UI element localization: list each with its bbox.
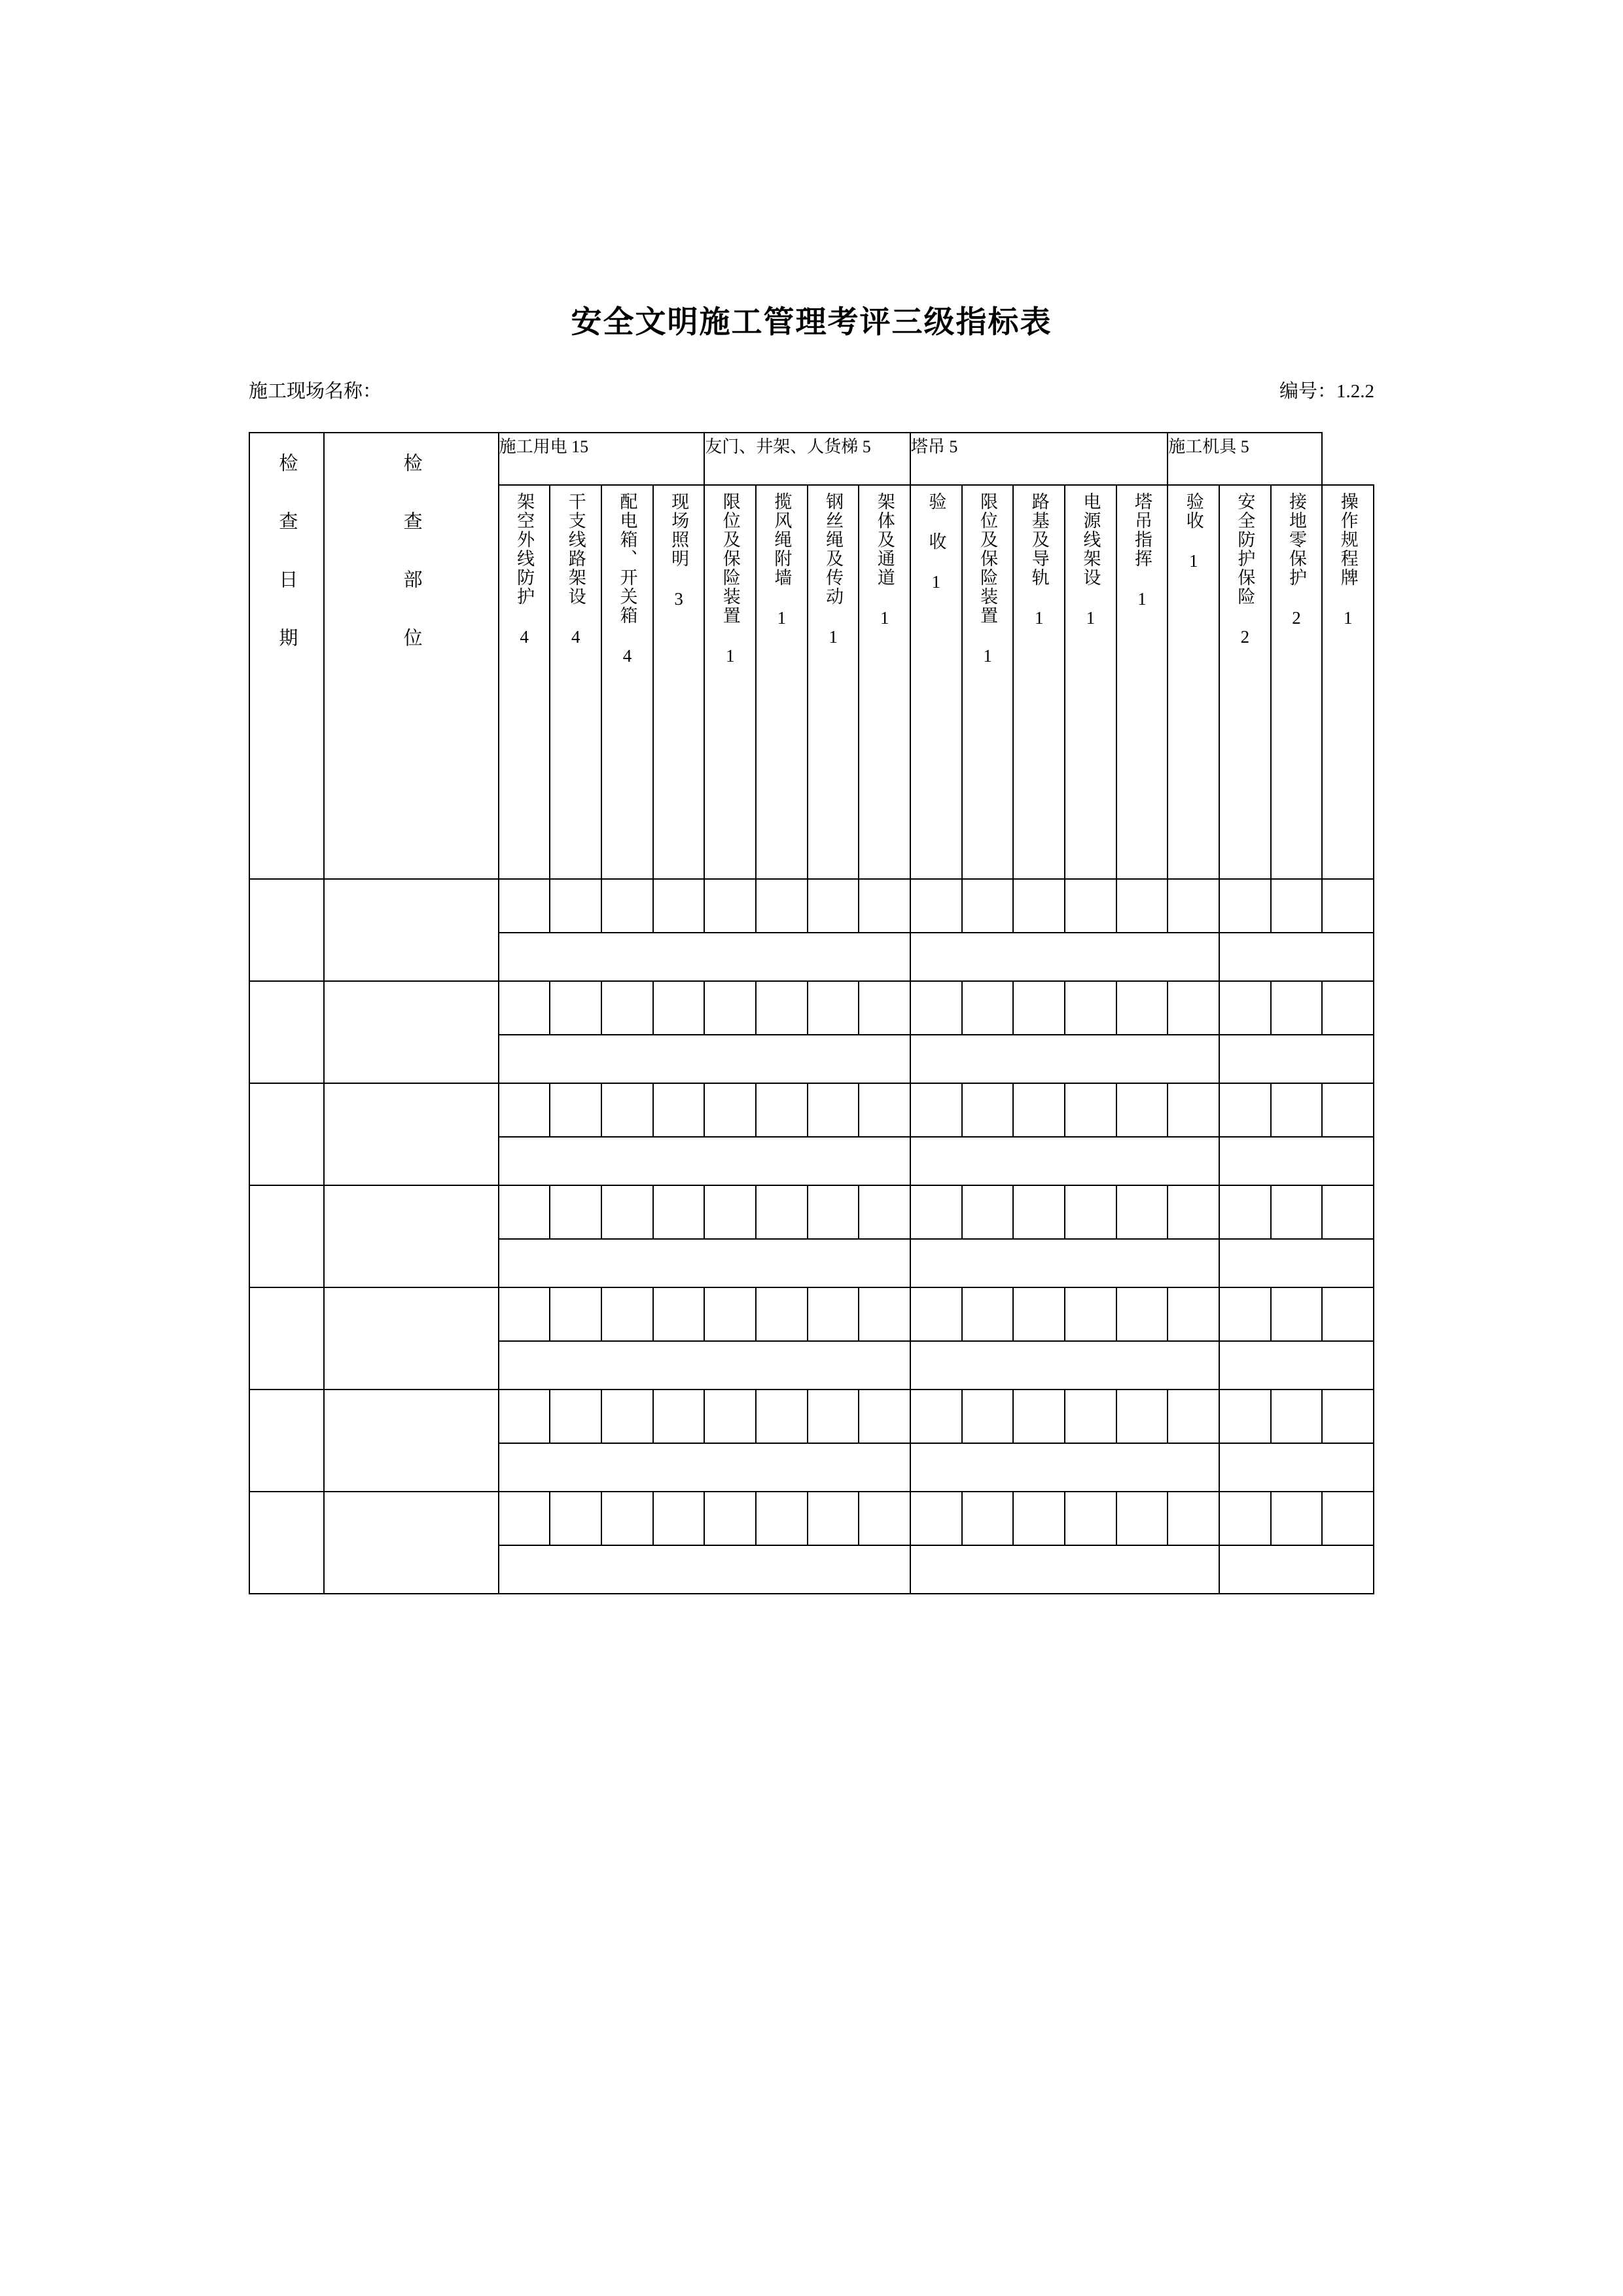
cell-overhead-line-protection-score[interactable] bbox=[499, 1083, 550, 1137]
cell-overhead-line-protection-score[interactable] bbox=[499, 879, 550, 933]
col-frame-and-passage-label: 架体及通道 1 bbox=[874, 492, 895, 629]
cell-limit-and-safety-device-hoist-score[interactable] bbox=[704, 879, 756, 933]
col-power-line-setup bbox=[1065, 485, 1116, 879]
cell-limit-and-safety-device-crane-score[interactable] bbox=[962, 1492, 1014, 1545]
cell-notes-middle[interactable] bbox=[910, 1239, 1219, 1287]
cell-crane-signalman-score[interactable] bbox=[1116, 1083, 1168, 1137]
cell-branch-line-setup-score[interactable] bbox=[550, 1390, 601, 1443]
cell-branch-line-setup-score[interactable] bbox=[550, 879, 601, 933]
cell-power-line-setup-score[interactable] bbox=[1065, 1083, 1116, 1137]
cell-acceptance-hoist-score[interactable] bbox=[910, 1492, 962, 1545]
table-row bbox=[249, 1185, 1374, 1239]
cell-safety-protection-insurance-score[interactable] bbox=[1219, 1083, 1271, 1137]
cell-limit-and-safety-device-hoist-score[interactable] bbox=[704, 1492, 756, 1545]
cell-crane-signalman-score[interactable] bbox=[1116, 981, 1168, 1035]
cell-power-line-setup-score[interactable] bbox=[1065, 1390, 1116, 1443]
cell-grounding-neutral-protection-score[interactable] bbox=[1271, 879, 1323, 933]
cell-acceptance-crane-score[interactable] bbox=[1168, 1287, 1219, 1341]
cell-branch-line-setup-score[interactable] bbox=[550, 981, 601, 1035]
cell-notes-right[interactable] bbox=[1219, 933, 1374, 981]
cell-overhead-line-protection-score[interactable] bbox=[499, 1185, 550, 1239]
cell-distribution-box-switch-box-score[interactable] bbox=[601, 1492, 653, 1545]
cell-distribution-box-switch-box-score[interactable] bbox=[601, 981, 653, 1035]
col-overhead-line-protection-label: 架空外线防护 4 bbox=[514, 492, 535, 648]
cell-foundation-and-rail-score[interactable] bbox=[1013, 1492, 1065, 1545]
col-limit-and-safety-device-crane-label: 限位及保险装置 1 bbox=[978, 492, 998, 667]
col-distribution-box-switch-box-label: 配电箱、开关箱 4 bbox=[617, 492, 637, 667]
cell-notes-middle[interactable] bbox=[910, 1545, 1219, 1594]
cell-acceptance-crane-score[interactable] bbox=[1168, 1492, 1219, 1545]
cell-limit-and-safety-device-hoist-score[interactable] bbox=[704, 1287, 756, 1341]
cell-power-line-setup-score[interactable] bbox=[1065, 1287, 1116, 1341]
cell-foundation-and-rail-score[interactable] bbox=[1013, 1185, 1065, 1239]
cell-check-date[interactable] bbox=[249, 981, 324, 1083]
col-distribution-box-switch-box bbox=[601, 485, 653, 879]
cell-wire-rope-transmission-score[interactable] bbox=[808, 1287, 859, 1341]
table-body bbox=[249, 879, 1374, 1594]
cell-distribution-box-switch-box-score[interactable] bbox=[601, 1390, 653, 1443]
cell-check-location[interactable] bbox=[324, 1185, 498, 1287]
cell-site-lighting-score[interactable] bbox=[653, 1083, 705, 1137]
cell-site-lighting-score[interactable] bbox=[653, 1492, 705, 1545]
cell-limit-and-safety-device-crane-score[interactable] bbox=[962, 879, 1014, 933]
stub-header-check-date-label: 检 查 日 期 bbox=[276, 453, 298, 656]
cell-check-location[interactable] bbox=[324, 1287, 498, 1390]
cell-grounding-neutral-protection-score[interactable] bbox=[1271, 1492, 1323, 1545]
cell-notes-middle[interactable] bbox=[910, 933, 1219, 981]
cell-overhead-line-protection-score[interactable] bbox=[499, 1287, 550, 1341]
cell-operation-procedure-board-score[interactable] bbox=[1322, 981, 1374, 1035]
site-name-label: 施工现场名称： bbox=[249, 381, 382, 402]
cell-frame-and-passage-score[interactable] bbox=[859, 981, 910, 1035]
group-header-row bbox=[249, 433, 1374, 485]
cell-limit-and-safety-device-crane-score[interactable] bbox=[962, 1287, 1014, 1341]
cell-notes-left[interactable] bbox=[499, 1341, 910, 1390]
cell-acceptance-crane-score[interactable] bbox=[1168, 981, 1219, 1035]
col-overhead-line-protection bbox=[499, 485, 550, 879]
col-wire-rope-transmission-label: 钢丝绳及传动 1 bbox=[823, 492, 844, 648]
cell-limit-and-safety-device-crane-score[interactable] bbox=[962, 981, 1014, 1035]
col-foundation-and-rail-label: 路基及导轨 1 bbox=[1029, 492, 1049, 629]
cell-foundation-and-rail-score[interactable] bbox=[1013, 1390, 1065, 1443]
cell-wire-rope-transmission-score[interactable] bbox=[808, 981, 859, 1035]
cell-guy-rope-wall-attachment-score[interactable] bbox=[756, 981, 808, 1035]
cell-notes-right[interactable] bbox=[1219, 1137, 1374, 1185]
table-row bbox=[249, 879, 1374, 933]
col-branch-line-setup-label: 干支线路架设 4 bbox=[565, 492, 586, 648]
table-row bbox=[249, 981, 1374, 1035]
cell-guy-rope-wall-attachment-score[interactable] bbox=[756, 1083, 808, 1137]
cell-check-location[interactable] bbox=[324, 1492, 498, 1594]
cell-check-date[interactable] bbox=[249, 879, 324, 981]
cell-notes-left[interactable] bbox=[499, 1239, 910, 1287]
cell-check-location[interactable] bbox=[324, 1390, 498, 1492]
cell-notes-right[interactable] bbox=[1219, 1443, 1374, 1492]
col-site-lighting-label: 现场照明 3 bbox=[669, 492, 689, 610]
cell-limit-and-safety-device-crane-score[interactable] bbox=[962, 1185, 1014, 1239]
col-guy-rope-wall-attachment bbox=[756, 485, 808, 879]
cell-grounding-neutral-protection-score[interactable] bbox=[1271, 1287, 1323, 1341]
cell-limit-and-safety-device-hoist-score[interactable] bbox=[704, 981, 756, 1035]
cell-notes-right[interactable] bbox=[1219, 1239, 1374, 1287]
cell-operation-procedure-board-score[interactable] bbox=[1322, 1083, 1374, 1137]
cell-distribution-box-switch-box-score[interactable] bbox=[601, 879, 653, 933]
cell-branch-line-setup-score[interactable] bbox=[550, 1287, 601, 1341]
col-safety-protection-insurance bbox=[1219, 485, 1271, 879]
col-grounding-neutral-protection-label: 接地零保护 2 bbox=[1287, 492, 1307, 629]
cell-check-date[interactable] bbox=[249, 1390, 324, 1492]
cell-power-line-setup-score[interactable] bbox=[1065, 1185, 1116, 1239]
cell-guy-rope-wall-attachment-score[interactable] bbox=[756, 1492, 808, 1545]
col-operation-procedure-board bbox=[1322, 485, 1374, 879]
cell-frame-and-passage-score[interactable] bbox=[859, 879, 910, 933]
col-limit-and-safety-device-hoist-label: 限位及保险装置 1 bbox=[720, 492, 740, 667]
cell-site-lighting-score[interactable] bbox=[653, 1390, 705, 1443]
page-title: 安全文明施工管理考评三级指标表 bbox=[571, 306, 1052, 340]
cell-distribution-box-switch-box-score[interactable] bbox=[601, 1287, 653, 1341]
cell-notes-middle[interactable] bbox=[910, 1137, 1219, 1185]
stub-header-check-date bbox=[249, 433, 324, 879]
cell-operation-procedure-board-score[interactable] bbox=[1322, 1185, 1374, 1239]
cell-grounding-neutral-protection-score[interactable] bbox=[1271, 1390, 1323, 1443]
col-site-lighting bbox=[653, 485, 705, 879]
cell-crane-signalman-score[interactable] bbox=[1116, 1492, 1168, 1545]
cell-notes-middle[interactable] bbox=[910, 1035, 1219, 1083]
cell-acceptance-crane-score[interactable] bbox=[1168, 879, 1219, 933]
cell-grounding-neutral-protection-score[interactable] bbox=[1271, 1185, 1323, 1239]
cell-crane-signalman-score[interactable] bbox=[1116, 1185, 1168, 1239]
stub-header-check-location bbox=[324, 433, 498, 879]
col-safety-protection-insurance-label: 安全防护保险 2 bbox=[1235, 492, 1255, 648]
col-limit-and-safety-device-crane bbox=[962, 485, 1014, 879]
cell-operation-procedure-board-score[interactable] bbox=[1322, 1390, 1374, 1443]
cell-acceptance-hoist-score[interactable] bbox=[910, 1390, 962, 1443]
col-crane-signalman bbox=[1116, 485, 1168, 879]
cell-wire-rope-transmission-score[interactable] bbox=[808, 879, 859, 933]
cell-foundation-and-rail-score[interactable] bbox=[1013, 1083, 1065, 1137]
col-power-line-setup-label: 电源线架设 1 bbox=[1080, 492, 1101, 629]
cell-acceptance-hoist-score[interactable] bbox=[910, 879, 962, 933]
col-frame-and-passage bbox=[859, 485, 910, 879]
group-tower-crane: 塔吊 5 bbox=[910, 433, 1168, 485]
cell-guy-rope-wall-attachment-score[interactable] bbox=[756, 1287, 808, 1341]
cell-safety-protection-insurance-score[interactable] bbox=[1219, 981, 1271, 1035]
cell-guy-rope-wall-attachment-score[interactable] bbox=[756, 1390, 808, 1443]
cell-site-lighting-score[interactable] bbox=[653, 981, 705, 1035]
col-foundation-and-rail bbox=[1013, 485, 1065, 879]
cell-wire-rope-transmission-score[interactable] bbox=[808, 1492, 859, 1545]
cell-limit-and-safety-device-crane-score[interactable] bbox=[962, 1390, 1014, 1443]
cell-overhead-line-protection-score[interactable] bbox=[499, 1390, 550, 1443]
cell-check-date[interactable] bbox=[249, 1492, 324, 1594]
cell-operation-procedure-board-score[interactable] bbox=[1322, 879, 1374, 933]
col-acceptance-hoist bbox=[910, 485, 962, 879]
col-acceptance-crane bbox=[1168, 485, 1219, 879]
col-guy-rope-wall-attachment-label: 揽风绳附墙 1 bbox=[772, 492, 792, 629]
group-machinery: 施工机具 5 bbox=[1168, 433, 1322, 485]
cell-power-line-setup-score[interactable] bbox=[1065, 879, 1116, 933]
table-row bbox=[249, 1390, 1374, 1443]
cell-check-date[interactable] bbox=[249, 1083, 324, 1185]
cell-notes-left[interactable] bbox=[499, 1137, 910, 1185]
cell-notes-middle[interactable] bbox=[910, 1341, 1219, 1390]
cell-notes-middle[interactable] bbox=[910, 1443, 1219, 1492]
col-crane-signalman-label: 塔吊指挥 1 bbox=[1132, 492, 1152, 610]
cell-foundation-and-rail-score[interactable] bbox=[1013, 879, 1065, 933]
cell-branch-line-setup-score[interactable] bbox=[550, 1185, 601, 1239]
cell-overhead-line-protection-score[interactable] bbox=[499, 1492, 550, 1545]
cell-distribution-box-switch-box-score[interactable] bbox=[601, 1083, 653, 1137]
cell-operation-procedure-board-score[interactable] bbox=[1322, 1492, 1374, 1545]
cell-frame-and-passage-score[interactable] bbox=[859, 1287, 910, 1341]
cell-wire-rope-transmission-score[interactable] bbox=[808, 1083, 859, 1137]
cell-foundation-and-rail-score[interactable] bbox=[1013, 1287, 1065, 1341]
cell-frame-and-passage-score[interactable] bbox=[859, 1083, 910, 1137]
table-row bbox=[249, 1492, 1374, 1545]
cell-frame-and-passage-score[interactable] bbox=[859, 1390, 910, 1443]
cell-grounding-neutral-protection-score[interactable] bbox=[1271, 981, 1323, 1035]
cell-distribution-box-switch-box-score[interactable] bbox=[601, 1185, 653, 1239]
cell-wire-rope-transmission-score[interactable] bbox=[808, 1185, 859, 1239]
cell-notes-left[interactable] bbox=[499, 933, 910, 981]
col-acceptance-crane-label: 验收 1 bbox=[1183, 492, 1204, 572]
cell-acceptance-crane-score[interactable] bbox=[1168, 1185, 1219, 1239]
cell-notes-left[interactable] bbox=[499, 1035, 910, 1083]
cell-acceptance-crane-score[interactable] bbox=[1168, 1390, 1219, 1443]
col-grounding-neutral-protection bbox=[1271, 485, 1323, 879]
cell-grounding-neutral-protection-score[interactable] bbox=[1271, 1083, 1323, 1137]
col-acceptance-hoist-label: 验 收 1 bbox=[926, 492, 946, 593]
cell-check-location[interactable] bbox=[324, 1083, 498, 1185]
cell-notes-right[interactable] bbox=[1219, 1035, 1374, 1083]
document-number: 编号：1.2.2 bbox=[1279, 381, 1374, 402]
cell-site-lighting-score[interactable] bbox=[653, 879, 705, 933]
cell-safety-protection-insurance-score[interactable] bbox=[1219, 1287, 1271, 1341]
cell-check-location[interactable] bbox=[324, 879, 498, 981]
col-branch-line-setup bbox=[550, 485, 601, 879]
cell-limit-and-safety-device-hoist-score[interactable] bbox=[704, 1390, 756, 1443]
col-limit-and-safety-device-hoist bbox=[704, 485, 756, 879]
cell-guy-rope-wall-attachment-score[interactable] bbox=[756, 879, 808, 933]
cell-limit-and-safety-device-hoist-score[interactable] bbox=[704, 1185, 756, 1239]
cell-site-lighting-score[interactable] bbox=[653, 1185, 705, 1239]
cell-safety-protection-insurance-score[interactable] bbox=[1219, 879, 1271, 933]
cell-safety-protection-insurance-score[interactable] bbox=[1219, 1492, 1271, 1545]
cell-limit-and-safety-device-hoist-score[interactable] bbox=[704, 1083, 756, 1137]
table-row bbox=[249, 1083, 1374, 1137]
cell-power-line-setup-score[interactable] bbox=[1065, 1492, 1116, 1545]
cell-limit-and-safety-device-crane-score[interactable] bbox=[962, 1083, 1014, 1137]
col-operation-procedure-board-label: 操作规程牌 1 bbox=[1338, 492, 1358, 629]
cell-branch-line-setup-score[interactable] bbox=[550, 1492, 601, 1545]
cell-safety-protection-insurance-score[interactable] bbox=[1219, 1390, 1271, 1443]
stub-header-check-location-label: 检 查 部 位 bbox=[401, 453, 422, 656]
cell-crane-signalman-score[interactable] bbox=[1116, 1287, 1168, 1341]
meta-row bbox=[249, 376, 1374, 403]
indicator-table bbox=[249, 432, 1374, 1594]
cell-acceptance-hoist-score[interactable] bbox=[910, 1185, 962, 1239]
table-row bbox=[249, 1287, 1374, 1341]
cell-acceptance-hoist-score[interactable] bbox=[910, 1287, 962, 1341]
cell-branch-line-setup-score[interactable] bbox=[550, 1083, 601, 1137]
group-electricity: 施工用电 15 bbox=[499, 433, 705, 485]
cell-wire-rope-transmission-score[interactable] bbox=[808, 1390, 859, 1443]
cell-power-line-setup-score[interactable] bbox=[1065, 981, 1116, 1035]
cell-frame-and-passage-score[interactable] bbox=[859, 1185, 910, 1239]
cell-check-date[interactable] bbox=[249, 1185, 324, 1287]
cell-operation-procedure-board-score[interactable] bbox=[1322, 1287, 1374, 1341]
cell-frame-and-passage-score[interactable] bbox=[859, 1492, 910, 1545]
cell-notes-right[interactable] bbox=[1219, 1545, 1374, 1594]
cell-acceptance-crane-score[interactable] bbox=[1168, 1083, 1219, 1137]
cell-overhead-line-protection-score[interactable] bbox=[499, 981, 550, 1035]
cell-guy-rope-wall-attachment-score[interactable] bbox=[756, 1185, 808, 1239]
cell-notes-right[interactable] bbox=[1219, 1341, 1374, 1390]
cell-acceptance-hoist-score[interactable] bbox=[910, 981, 962, 1035]
cell-safety-protection-insurance-score[interactable] bbox=[1219, 1185, 1271, 1239]
cell-acceptance-hoist-score[interactable] bbox=[910, 1083, 962, 1137]
cell-notes-left[interactable] bbox=[499, 1443, 910, 1492]
cell-notes-left[interactable] bbox=[499, 1545, 910, 1594]
cell-check-location[interactable] bbox=[324, 981, 498, 1083]
cell-check-date[interactable] bbox=[249, 1287, 324, 1390]
cell-crane-signalman-score[interactable] bbox=[1116, 1390, 1168, 1443]
group-hoist: 友门、井架、人货梯 5 bbox=[704, 433, 910, 485]
cell-crane-signalman-score[interactable] bbox=[1116, 879, 1168, 933]
col-wire-rope-transmission bbox=[808, 485, 859, 879]
cell-site-lighting-score[interactable] bbox=[653, 1287, 705, 1341]
cell-foundation-and-rail-score[interactable] bbox=[1013, 981, 1065, 1035]
